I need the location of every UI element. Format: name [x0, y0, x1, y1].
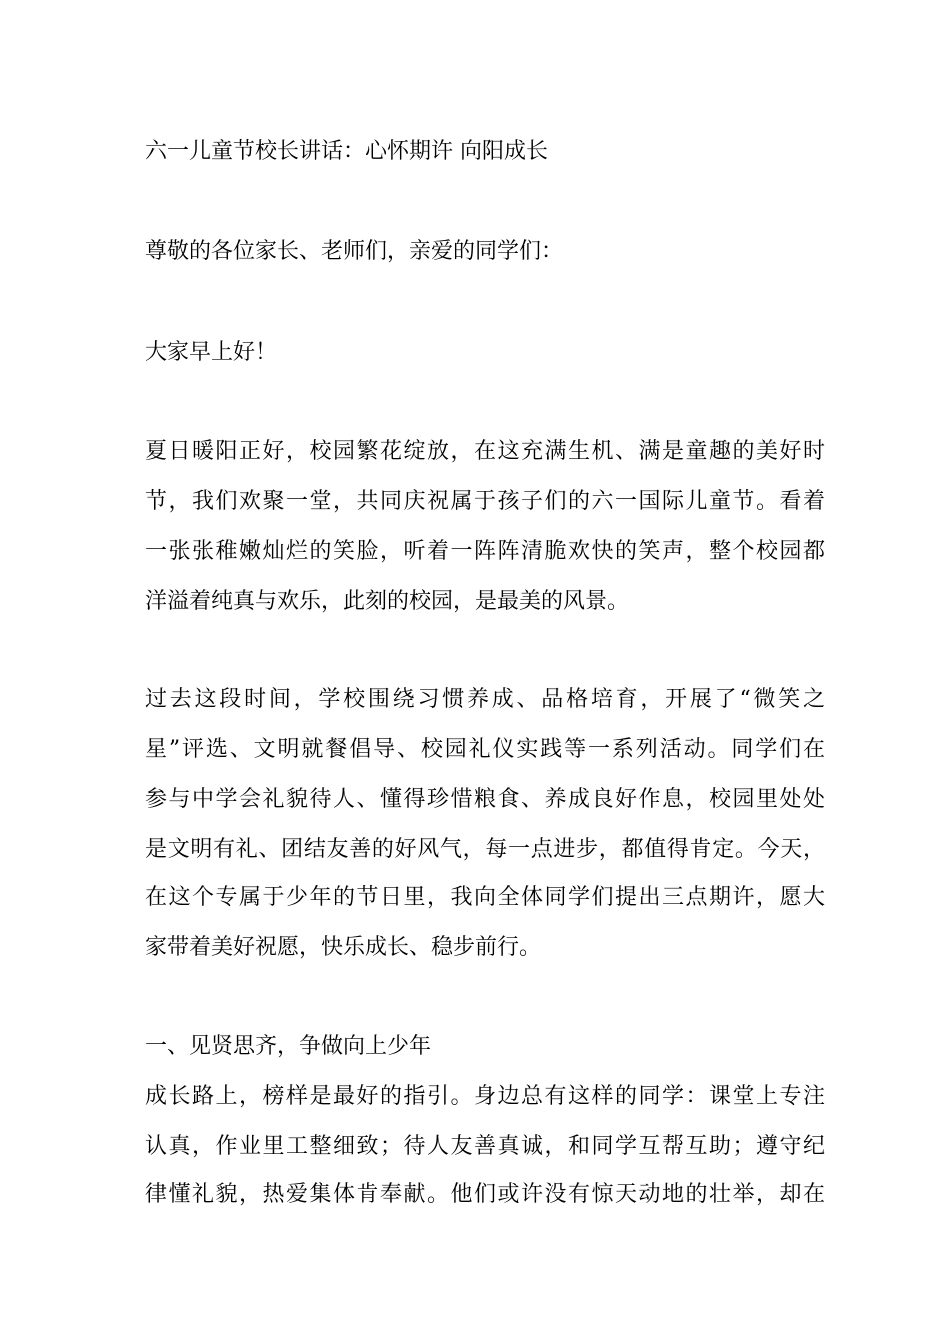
paragraph-line: 成长路上，榜样是最好的指引。身边总有这样的同学：课堂上专注	[145, 1084, 825, 1109]
paragraph-line: 参与中学会礼貌待人、懂得珍惜粮食、养成良好作息，校园里处处	[145, 787, 825, 812]
section-heading: 一、见贤思齐，争做向上少年	[145, 1034, 432, 1059]
paragraph-line: 律懂礼貌，热爱集体肯奉献。他们或许没有惊天动地的壮举，却在	[145, 1182, 825, 1207]
paragraph-line: 一张张稚嫩灿烂的笑脸，听着一阵阵清脆欢快的笑声，整个校园都	[145, 539, 825, 564]
paragraph-line: 认真，作业里工整细致；待人友善真诚，和同学互帮互助；遵守纪	[145, 1134, 825, 1159]
paragraph-line: 过去这段时间，学校围绕习惯养成、品格培育，开展了“微笑之	[145, 687, 825, 712]
paragraph-line: 是文明有礼、团结友善的好风气，每一点进步，都值得肯定。今天，	[145, 837, 825, 862]
paragraph-line: 节，我们欢聚一堂，共同庆祝属于孩子们的六一国际儿童节。看着	[145, 489, 825, 514]
paragraph-line: 洋溢着纯真与欢乐，此刻的校园，是最美的风景。	[145, 589, 630, 614]
greeting: 大家早上好！	[145, 340, 278, 365]
salutation: 尊敬的各位家长、老师们，亲爱的同学们：	[145, 239, 564, 264]
paragraph-line: 星”评选、文明就餐倡导、校园礼仪实践等一系列活动。同学们在	[145, 737, 825, 762]
paragraph-line: 夏日暖阳正好，校园繁花绽放，在这充满生机、满是童趣的美好时	[145, 439, 825, 464]
paragraph-line: 在这个专属于少年的节日里，我向全体同学们提出三点期许，愿大	[145, 885, 825, 910]
paragraph-line: 家带着美好祝愿，快乐成长、稳步前行。	[145, 935, 542, 960]
document-title: 六一儿童节校长讲话：心怀期许 向阳成长	[145, 139, 548, 164]
